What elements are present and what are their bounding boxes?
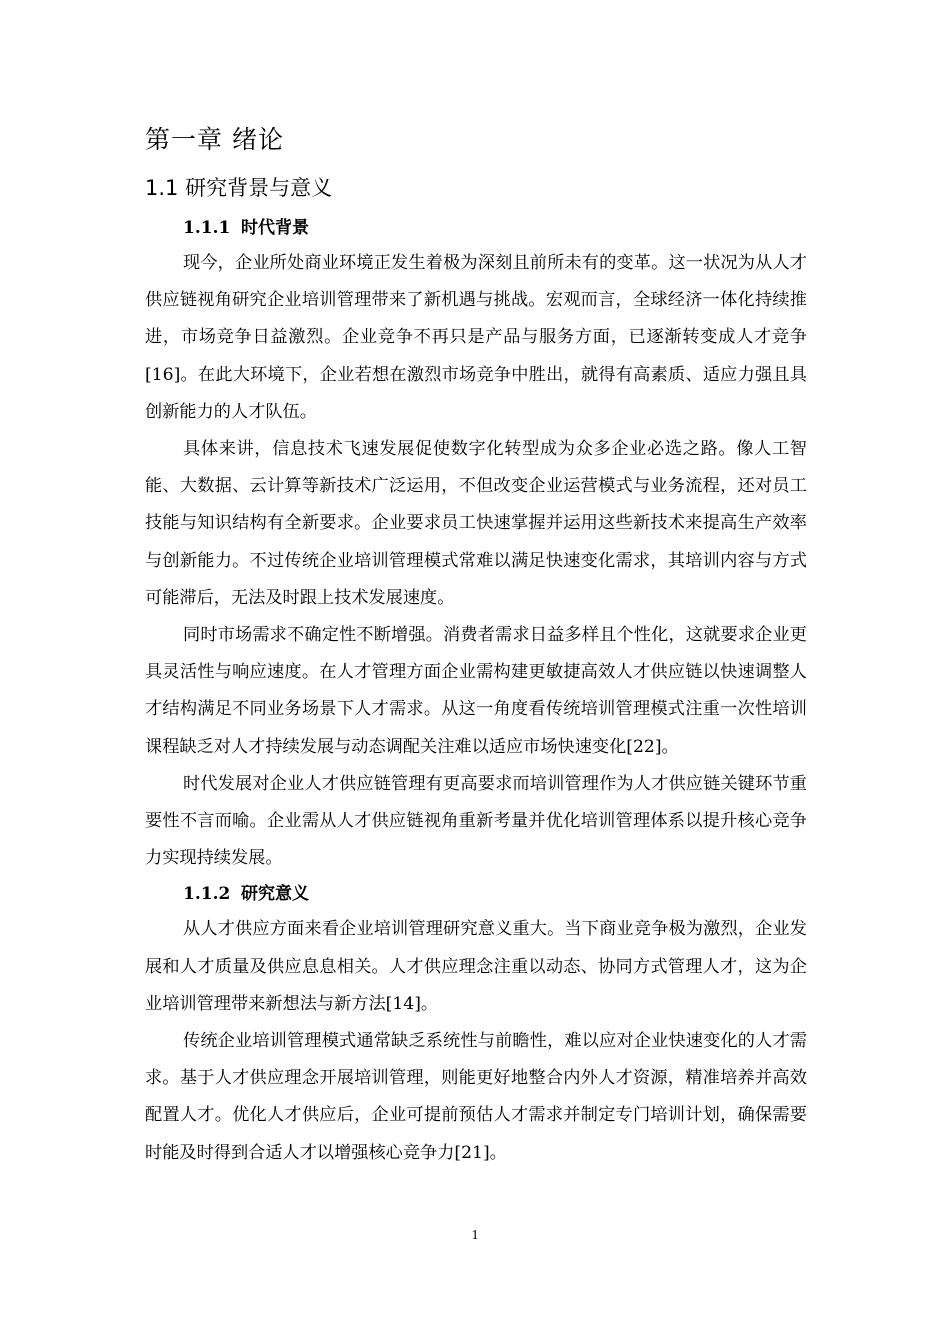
subsection-number: 1.1.1: [183, 218, 231, 238]
section-title: 1.1 研究背景与意义: [145, 176, 333, 200]
subsection-title: 研究意义: [241, 884, 309, 905]
body-paragraph: 具体来讲，信息技术飞速发展促使数字化转型成为众多企业必选之路。像人工智能、大数据、云计算等新技术广泛运用，不但改变企业运营模式与业务流程，还对员工技能与知识结构有全新要求。企业要求员工快速掌握并运用这些新技术来提高生产效率与创新能力。不过传统企业培训管理模式常难以满足快速变化需求，其培训内容与方式可能滞后，无法及时跟上技术发展速度。: [145, 439, 807, 608]
body-paragraph: 同时市场需求不确定性不断增强。消费者需求日益多样且个性化，这就要求企业更具灵活性与响应速度。在人才管理方面企业需构建更敏捷高效人才供应链以快速调整人才结构满足不同业务场景下人才需求。从这一角度看传统培训管理模式注重一次性培训课程缺乏对人才持续发展与动态调配关注难以适应市场快速变化[22]。: [145, 625, 807, 757]
document-page: [145, 118, 807, 1172]
page-number: 1: [471, 1228, 479, 1243]
body-paragraph: 时代发展对企业人才供应链管理有更高要求而培训管理作为人才供应链关键环节重要性不言而喻。企业需从人才供应链视角重新考量并优化培训管理体系以提升核心竞争力实现持续发展。: [145, 773, 807, 869]
subsection-number: 1.1.2: [183, 884, 231, 905]
subsection-heading-era-background: [145, 211, 807, 245]
body-paragraph: 传统企业培训管理模式通常缺乏系统性与前瞻性，难以应对企业快速变化的人才需求。基于人才供应理念开展培训管理，则能更好地整合内外人才资源，精准培养并高效配置人才。优化人才供应后，企业可提前预估人才需求并制定专门培训计划，确保需要时能及时得到合适人才以增强核心竞争力[21]。: [145, 1031, 807, 1163]
subsection-title: 时代背景: [241, 218, 309, 238]
chapter-title: 第一章 绪论: [145, 125, 284, 154]
body-paragraph: 现今，企业所处商业环境正发生着极为深刻且前所未有的变革。这一状况为从人才供应链视角研究企业培训管理带来了新机遇与挑战。宏观而言，全球经济一体化持续推进，市场竞争日益激烈。企业竞争不再只是产品与服务方面，已逐渐转变成人才竞争[16]。在此大环境下，企业若想在激烈市场竞争中胜出，就得有高素质、适应力强且具创新能力的人才队伍。: [145, 253, 807, 422]
subsection-heading-research-significance: [145, 877, 807, 911]
body-paragraph: 从人才供应方面来看企业培训管理研究意义重大。当下商业竞争极为激烈，企业发展和人才质量及供应息息相关。人才供应理念注重以动态、协同方式管理人才，这为企业培训管理带来新想法与新方法[14]。: [145, 919, 807, 1014]
